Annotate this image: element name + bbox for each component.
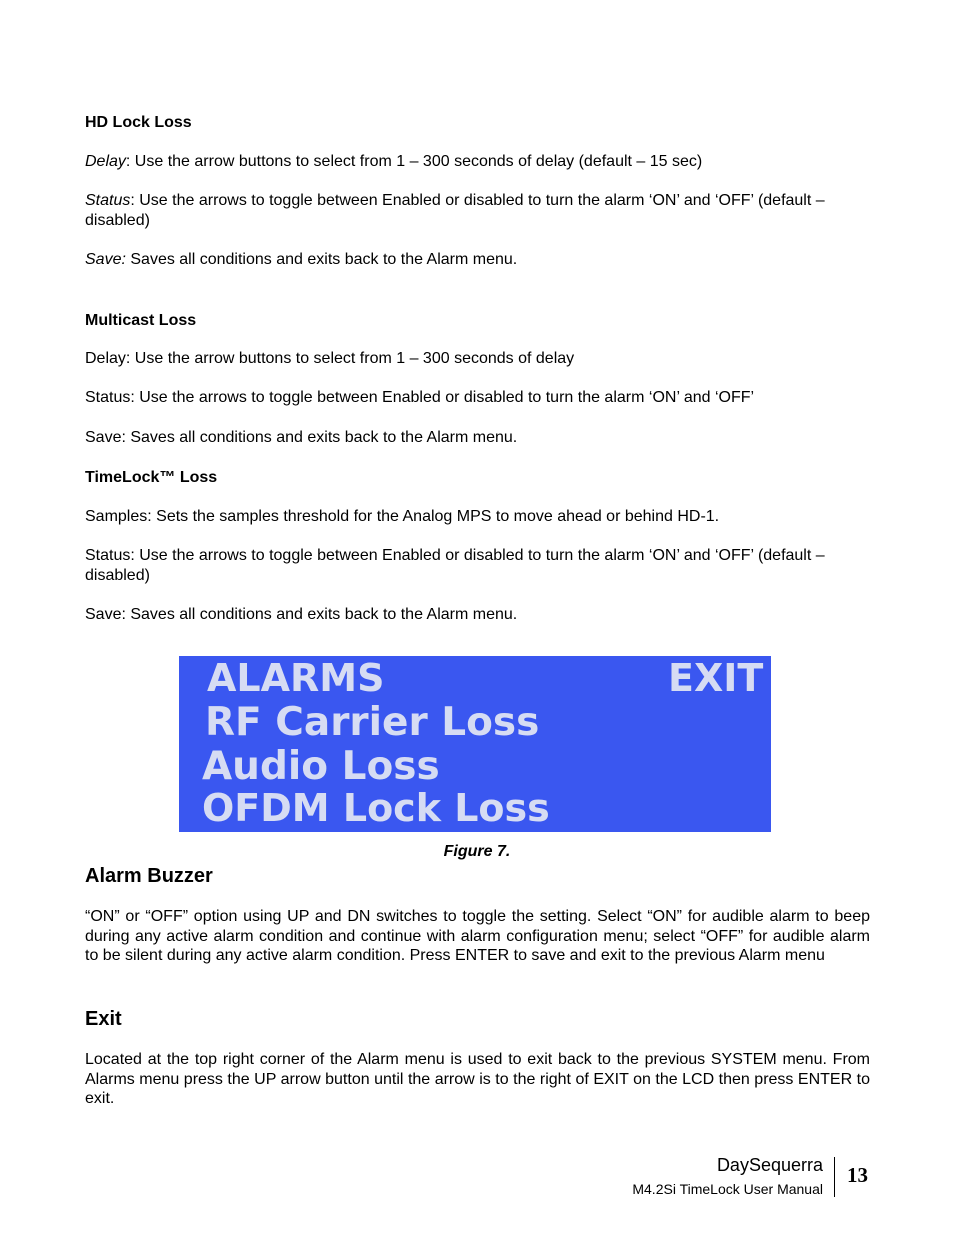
- lcd-alarms-screen: [179, 656, 771, 832]
- hd-delay-label: Delay: [85, 153, 126, 170]
- multicast-status-paragraph: Status: Use the arrows to toggle between Enabled or disabled to turn the alarm ‘ON’ and ‘OFF’: [85, 389, 755, 406]
- lcd-item-ofdm-lock-loss: OFDM Lock Loss: [202, 786, 550, 830]
- figure-caption: Figure 7.: [443, 843, 511, 860]
- lcd-exit: EXIT: [668, 656, 764, 700]
- page-number: 13: [847, 1163, 868, 1187]
- hd-delay-paragraph: [85, 152, 870, 172]
- timelock-loss-heading: TimeLock™ Loss: [85, 469, 218, 486]
- hd-save-paragraph: [85, 250, 870, 270]
- hd-save-label: Save:: [85, 251, 126, 268]
- hd-save-text: Saves all conditions and exits back to the Alarm menu.: [125, 251, 518, 268]
- hd-status-label: Status: [85, 192, 131, 209]
- alarm-buzzer-heading: Alarm Buzzer: [85, 865, 213, 887]
- hd-lock-loss-heading: HD Lock Loss: [85, 114, 192, 131]
- exit-paragraph: Located at the top right corner of the Alarm menu is used to exit back to the previous SYSTEM menu. From Alarms menu press the UP arrow button until the arrow is to the right of EXIT on the LCD then press ENTER to exit.: [85, 1051, 870, 1108]
- lcd-item-rf-carrier-loss: RF Carrier Loss: [205, 700, 540, 745]
- multicast-save-paragraph: Save: Saves all conditions and exits back to the Alarm menu.: [85, 429, 518, 446]
- lcd-title: ALARMS: [207, 656, 385, 700]
- footer-divider: [834, 1157, 835, 1197]
- multicast-delay-paragraph: Delay: Use the arrow buttons to select from 1 – 300 seconds of delay: [85, 350, 575, 367]
- timelock-status-paragraph: Status: Use the arrows to toggle between Enabled or disabled to turn the alarm ‘ON’ and ‘OFF’ (default – disabled): [85, 547, 825, 584]
- footer-manual-title: M4.2Si TimeLock User Manual: [632, 1181, 823, 1197]
- lcd-item-audio-loss: Audio Loss: [202, 744, 440, 789]
- hd-delay-text: : Use the arrow buttons to select from 1 – 300 seconds of delay (default – 15 sec): [125, 153, 703, 170]
- timelock-samples-paragraph: Samples: Sets the samples threshold for the Analog MPS to move ahead or behind HD-1.: [85, 508, 720, 525]
- exit-heading: Exit: [85, 1008, 122, 1030]
- multicast-loss-heading: Multicast Loss: [85, 312, 197, 329]
- timelock-save-paragraph: Save: Saves all conditions and exits back to the Alarm menu.: [85, 606, 518, 623]
- hd-status-text: : Use the arrows to toggle between Enabled or disabled to turn the alarm ‘ON’ and ‘OFF’ (default – disabled): [85, 192, 825, 229]
- hd-status-paragraph: [85, 191, 870, 230]
- footer-brand-logo: DaySequerra: [716, 1155, 823, 1175]
- alarm-buzzer-paragraph: “ON” or “OFF” option using UP and DN switches to toggle the setting. Select “ON” for audible alarm to beep during any active alarm condition and continue with alarm configuration menu; select “OFF” for audible alarm to be silent during any active alarm condition. Press ENTER to save and exit to the previous Alarm menu: [85, 908, 870, 965]
